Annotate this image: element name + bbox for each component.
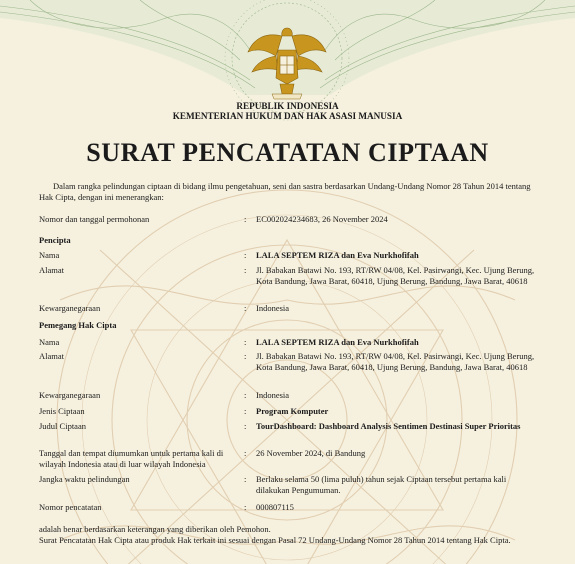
- pencipta-address-value: Jl. Babakan Batawi No. 193, RT/RW 04/08, Kel. Pasirwangi, Kec. Ujung Berung, Kota Bandung, Jawa Barat, 60418, Ujung Berung, Bandung, Jawa Barat, 40618: [256, 265, 535, 286]
- pemegang-citizenship-label: Kewarganegaraan: [39, 390, 101, 400]
- pemegang-name-label: Nama: [39, 337, 60, 347]
- header-ministry: KEMENTERIAN HUKUM DAN HAK ASASI MANUSIA: [172, 111, 403, 121]
- separator: :: [244, 474, 247, 484]
- section-pemegang: Pemegang Hak Cipta: [39, 320, 117, 330]
- separator: :: [244, 351, 247, 361]
- intro-paragraph: Dalam rangka pelindungan ciptaan di bidang ilmu pengetahuan, seni dan sastra berdasarkan Undang-Undang Nomor 28 Tahun 2014 tentang Hak Cipta, dengan ini menerangkan:: [39, 181, 531, 202]
- page-title: SURAT PENCATATAN CIPTAAN: [86, 138, 489, 167]
- work-title-label: Judul Ciptaan: [39, 421, 86, 431]
- separator: :: [244, 214, 247, 224]
- pemegang-citizenship-value: Indonesia: [256, 390, 290, 400]
- work-protection-value: Berlaku selama 50 (lima puluh) tahun sejak Ciptaan tersebut pertama kali dilakukan Pengumuman.: [256, 474, 507, 495]
- work-title-value: TourDashboard: Dashboard Analysis Sentimen Destinasi Super Prioritas: [256, 421, 521, 431]
- header-country: REPUBLIK INDONESIA: [236, 101, 339, 111]
- separator: :: [244, 390, 247, 400]
- pemegang-name-value: LALA SEPTEM RIZA dan Eva Nurkhofifah: [256, 337, 419, 347]
- footer-line-1: adalah benar berdasarkan keterangan yang diberikan oleh Pemohon.: [39, 524, 271, 534]
- separator: :: [244, 421, 247, 431]
- work-record-label: Nomor pencatatan: [39, 502, 102, 512]
- section-pencipta: Pencipta: [39, 235, 71, 245]
- pencipta-address-label: Alamat: [39, 265, 65, 275]
- separator: :: [244, 337, 247, 347]
- pencipta-name-label: Nama: [39, 250, 60, 260]
- work-published-value: 26 November 2024, di Bandung: [256, 448, 366, 458]
- pencipta-citizenship-label: Kewarganegaraan: [39, 303, 101, 313]
- separator: :: [244, 265, 247, 275]
- separator: :: [244, 250, 247, 260]
- footer-line-2: Surat Pencatatan Hak Cipta atau produk Hak terkait ini sesuai dengan Pasal 72 Undang-Undang Nomor 28 Tahun 2014 tentang Hak Cipta.: [39, 535, 511, 545]
- separator: :: [244, 502, 247, 512]
- work-record-value: 000807115: [256, 502, 294, 512]
- pencipta-name-value: LALA SEPTEM RIZA dan Eva Nurkhofifah: [256, 250, 419, 260]
- work-type-label: Jenis Ciptaan: [39, 406, 85, 416]
- separator: :: [244, 303, 247, 313]
- pemegang-address-label: Alamat: [39, 351, 65, 361]
- work-type-value: Program Komputer: [256, 406, 329, 416]
- work-published-label: Tanggal dan tempat diumumkan untuk pertama kali di wilayah Indonesia atau di luar wilayah Indonesia: [39, 448, 224, 469]
- application-value: EC002024234683, 26 November 2024: [256, 214, 388, 224]
- work-protection-label: Jangka waktu pelindungan: [39, 474, 130, 484]
- separator: :: [244, 448, 247, 458]
- separator: :: [244, 406, 247, 416]
- pencipta-citizenship-value: Indonesia: [256, 303, 290, 313]
- pemegang-address-value: Jl. Babakan Batawi No. 193, RT/RW 04/08, Kel. Pasirwangi, Kec. Ujung Berung, Kota Bandung, Jawa Barat, 60418, Ujung Berung, Bandung, Jawa Barat, 40618: [256, 351, 535, 372]
- application-label: Nomor dan tanggal permohonan: [39, 214, 150, 224]
- garuda-emblem: [246, 22, 328, 100]
